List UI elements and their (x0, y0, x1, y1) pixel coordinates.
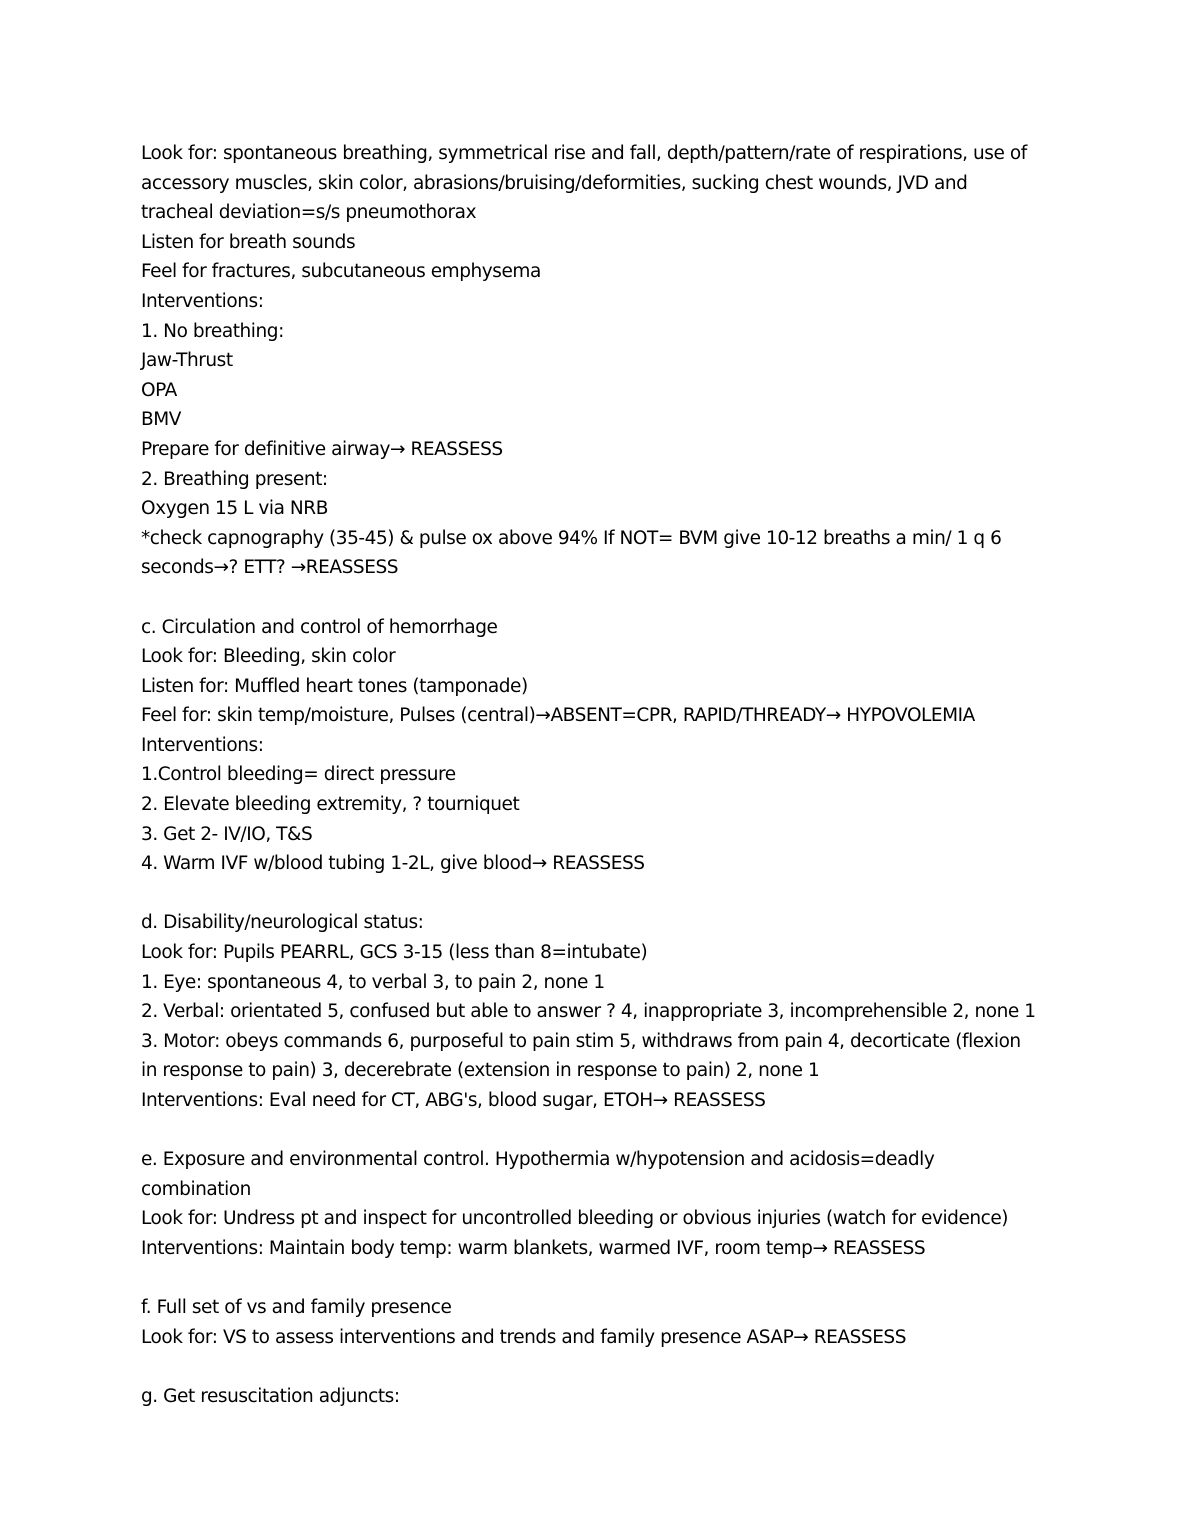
control-bleeding-item: 1.Control bleeding= direct pressure (141, 764, 456, 786)
oxygen-item: Oxygen 15 L via NRB (141, 498, 328, 520)
vitals-heading: f. Full set of vs and family presence (141, 1297, 452, 1319)
circulation-listen-for: Listen for: Muffled heart tones (tamponade) (141, 675, 528, 697)
breathing-listen-for: Listen for breath sounds (141, 231, 356, 253)
opa-item: OPA (141, 379, 177, 401)
spacer (141, 1264, 1041, 1294)
exposure-look-for: Look for: Undress pt and inspect for uncontrolled bleeding or obvious injuries (watch for evidence) (141, 1208, 1009, 1230)
circulation-interventions-heading: Interventions: (141, 734, 264, 756)
breathing-look-for: Look for: spontaneous breathing, symmetrical rise and fall, depth/pattern/rate of respirations, use of accessory muscles, skin color, abrasions/bruising/deformities, sucking chest wounds, JVD and tracheal deviation=s/s pneumothorax (141, 143, 1027, 224)
iv-access-item: 3. Get 2- IV/IO, T&S (141, 823, 313, 845)
jaw-thrust-item: Jaw-Thrust (141, 350, 233, 372)
capnography-note: *check capnography (35-45) & pulse ox above 94% If NOT= BVM give 10-12 breaths a min/ 1 q 6 seconds→? ETT? →REASSESS (141, 527, 1002, 579)
disability-heading: d. Disability/neurological status: (141, 912, 424, 934)
spacer (141, 879, 1041, 909)
circulation-look-for: Look for: Bleeding, skin color (141, 646, 396, 668)
circulation-heading: c. Circulation and control of hemorrhage (141, 616, 498, 638)
warm-ivf-item: 4. Warm IVF w/blood tubing 1-2L, give blood→ REASSESS (141, 853, 645, 875)
document-page (141, 139, 1041, 1412)
resuscitation-adjuncts-heading: g. Get resuscitation adjuncts: (141, 1385, 400, 1407)
definitive-airway-item: Prepare for definitive airway→ REASSESS (141, 438, 503, 460)
spacer (141, 583, 1041, 613)
vitals-look-for: Look for: VS to assess interventions and trends and family presence ASAP→ REASSESS (141, 1326, 907, 1348)
breathing-interventions-heading: Interventions: (141, 290, 264, 312)
disability-look-for: Look for: Pupils PEARRL, GCS 3-15 (less than 8=intubate) (141, 942, 648, 964)
exposure-heading: e. Exposure and environmental control. Hypothermia w/hypotension and acidosis=deadly combination (141, 1149, 935, 1200)
breathing-present-item: 2. Breathing present: (141, 468, 328, 490)
bmv-item: BMV (141, 409, 181, 431)
circulation-feel-for: Feel for: skin temp/moisture, Pulses (central)→ABSENT=CPR, RAPID/THREADY→ HYPOVOLEMIA (141, 705, 975, 727)
gcs-verbal-item: 2. Verbal: orientated 5, confused but able to answer ? 4, inappropriate 3, incomprehensible 2, none 1 (141, 1001, 1036, 1023)
gcs-eye-item: 1. Eye: spontaneous 4, to verbal 3, to pain 2, none 1 (141, 971, 605, 993)
disability-interventions: Interventions: Eval need for CT, ABG's, blood sugar, ETOH→ REASSESS (141, 1090, 766, 1111)
spacer (141, 1116, 1041, 1146)
spacer (141, 1352, 1041, 1382)
exposure-interventions: Interventions: Maintain body temp: warm blankets, warmed IVF, room temp→ REASSESS (141, 1237, 926, 1259)
no-breathing-item: 1. No breathing: (141, 320, 284, 342)
breathing-feel-for: Feel for fractures, subcutaneous emphysema (141, 261, 541, 283)
elevate-extremity-item: 2. Elevate bleeding extremity, ? tourniquet (141, 794, 520, 816)
gcs-motor-item: 3. Motor: obeys commands 6, purposeful to pain stim 5, withdraws from pain 4, decorticate (flexion in response to pain) 3, decerebrate (extension in response to pain) 2, none 1 (141, 1030, 1021, 1082)
